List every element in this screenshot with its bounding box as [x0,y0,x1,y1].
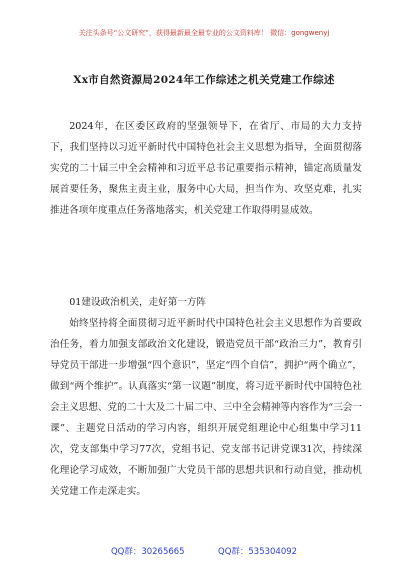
footer-qq-groups [0,545,408,557]
section-heading-01: 01建设政治机关，走好第一方阵 [69,297,207,308]
section-paragraph-01: 始终坚持将全面贯彻习近平新时代中国特色社会主义思想作为首要政治任务，着力加强支部政治文化建设，锻造党员干部“政治三力”，教育引导党员干部进一步增强“四个意识”，坚定“四个自信”，拥护“两个确立”，做到“两个维护”。认真落实“第一议题”制度，将习近平新时代中国特色社会主义思想、党的二十大及二十届二中、三中全会精神等内容作为“三会一课”、主题党日活动的学习内容，组织开展党组理论中心组集中学习11次，党支部集中学习77次，党组书记、党支部书记讲党课31次，持续深化理论学习成效，不断加强广大党员干部的思想共识和行动自觉，推动机关党建工作走深走实。 [50,318,362,497]
document-title: Xx市自然资源局2024年工作综述之机关党建工作综述 [73,74,335,86]
intro-paragraph: 2024年，在区委区政府的坚强领导下，在省厅、市局的大力支持下，我们坚持以习近平新时代中国特色社会主义思想为指导，全面贯彻落实党的二十届三中全会精神和习近平总书记重要指示精神，锚定高质量发展首要任务，聚焦主责主业，服务中心大局，担当作为、攻坚克难，扎实推进各项年度重点任务落地落实，机关党建工作取得明显成效。 [50,121,362,216]
qq-group-1: QQ群：30265665 [110,547,185,557]
promo-banner: 关注头条号“公文研究”，获得最新最全最专业的公文资料库！ 微信：gongwenyj [78,29,330,37]
qq-group-2: QQ群：535304092 [218,547,298,557]
